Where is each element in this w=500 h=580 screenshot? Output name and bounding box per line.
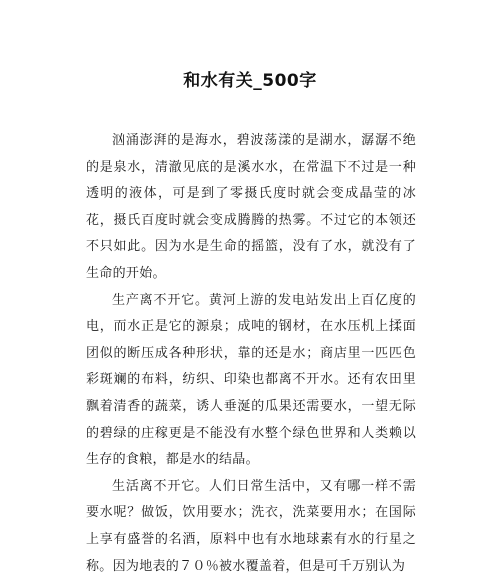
document-title: 和水有关_500字 [183, 71, 317, 91]
paragraph-1: 汹涌澎湃的是海水，碧波荡漾的是湖水，潺潺不绝的是泉水，清澈见底的是溪水水，在常温下不过是一种透明的液体，可是到了零摄氏度时就会变成晶莹的冰花，摄氏百度时就会变成腾腾的热雾。不过它的本领还不只如此。因为水是生命的摇篮，没有了水，就没有了生命的开始。 [86, 133, 416, 281]
document-body [86, 128, 416, 580]
paragraph-2: 生产离不开它。黄河上游的发电站发出上百亿度的电，而水正是它的源泉；成吨的钢材，在水压机上揉面团似的断压成各种形状，靠的还是水；商店里一匹匹色彩斑斓的布料，纺织、印染也都离不开水。还有农田里飘着清香的蔬菜，诱人垂涎的瓜果还需要水，一望无际的碧绿的庄稼更是不能没有水整个绿色世界和人类赖以生存的食粮，都是水的结晶。 [86, 292, 416, 468]
paragraph-3: 生活离不开它。人们日常生活中，又有哪一样不需要水呢？做饭，饮用要水；洗衣，洗菜要用水；在国际上享有盛誉的名酒，原料中也有水地球素有水的行星之称。因为地表的７０％被水覆盖着，但是可千万别认为 [86, 478, 416, 574]
